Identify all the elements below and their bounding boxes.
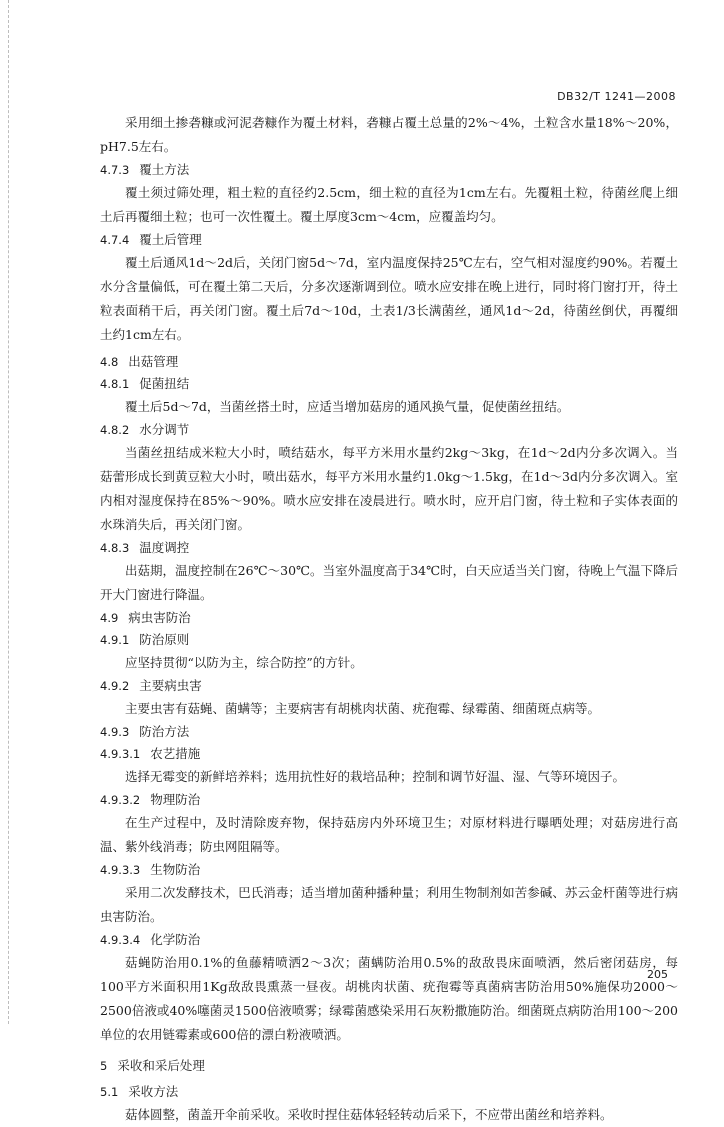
paragraph-4-8-1: 覆土后5d～7d，当菌丝搭土时，应适当增加菇房的通风换气量，促使菌丝扭结。	[125, 399, 570, 414]
heading-4-8-2	[100, 419, 678, 441]
section-title: 化学防治	[150, 932, 201, 947]
section-number: 4.9.2	[100, 679, 130, 693]
section-number: 4.9.3.2	[100, 793, 141, 807]
section-title: 采收方法	[128, 1084, 179, 1099]
section-title: 防治方法	[139, 724, 190, 739]
section-number: 4.9.3.3	[100, 863, 141, 877]
paragraph-4-8-2: 当菌丝扭结成米粒大小时，喷结菇水，每平方米用水量约2kg～3kg，在1d～2d内分多次调入。当菇蕾形成长到黄豆粒大小时，喷出菇水，每平方米用水量约1.0kg～1.5kg，在1d～3d内分多次调入。室内相对湿度保持在85%～90%。喷水应安排在凌晨进行。喷水时，应开启门窗，待土粒和子实体表面的水珠消失后，再关闭门窗。	[100, 445, 678, 532]
paragraph-4-7-3: 覆土须过筛处理，粗土粒的直径约2.5cm，细土粒的直径为1cm左右。先覆粗土粒，待菌丝爬上细土后再覆细土粒；也可一次性覆土。覆土厚度3cm～4cm，应覆盖均匀。	[100, 185, 678, 224]
section-number: 4.8.2	[100, 423, 130, 437]
paragraph-4-9-3-4: 菇蝇防治用0.1%的鱼藤精喷洒2～3次；菌螨防治用0.5%的敌敌畏床面喷洒，然后密闭菇房，每100平方米面积用1Kg敌敌畏熏蒸一昼夜。胡桃肉状菌、疣孢霉等真菌病害防治用50%施保功2000～2500倍液或40%噻菌灵1500倍液喷雾；绿霉菌感染采用石灰粉撒施防治。细菌斑点病防治用100～200单位的农用链霉素或600倍的漂白粉液喷洒。	[100, 955, 678, 1042]
section-number: 5.1	[100, 1085, 119, 1099]
paragraph-4-9-3-2: 在生产过程中，及时清除废弃物，保持菇房内外环境卫生；对原材料进行曝晒处理；对菇房进行高温、紫外线消毒；防虫网阻隔等。	[100, 815, 678, 854]
heading-4-8	[100, 351, 678, 373]
section-title: 覆土后管理	[139, 232, 202, 247]
section-number: 4.8	[100, 355, 119, 369]
paragraph-4-9-3-3: 采用二次发酵技术，巴氏消毒；适当增加菌种播种量；利用生物制剂如苦参碱、苏云金杆菌等进行病虫害防治。	[100, 885, 678, 924]
section-title: 促菌扭结	[139, 376, 190, 391]
section-title: 出菇管理	[128, 354, 179, 369]
heading-4-9-1	[100, 629, 678, 651]
heading-4-7-4	[100, 229, 678, 251]
section-number: 4.9.3.1	[100, 747, 141, 761]
heading-4-9-3-3	[100, 859, 678, 881]
standard-code-header: DB32/T 1241—2008	[557, 90, 676, 103]
heading-4-9-3-4	[100, 929, 678, 951]
heading-4-7-3	[100, 159, 678, 181]
section-title: 生物防治	[150, 862, 201, 877]
paragraph-cover-material: 采用细土掺砻糠或河泥砻糠作为覆土材料，砻糠占覆土总量的2%～4%，土粒含水量18%～20%，pH7.5左右。	[100, 115, 678, 154]
section-title: 病虫害防治	[128, 610, 191, 625]
section-title: 农艺措施	[150, 746, 201, 761]
paragraph-4-9-1: 应坚持贯彻“以防为主，综合防控”的方针。	[125, 655, 363, 670]
paragraph-4-9-2: 主要虫害有菇蝇、菌螨等；主要病害有胡桃肉状菌、疣孢霉、绿霉菌、细菌斑点病等。	[125, 701, 601, 716]
section-title: 采收和采后处理	[117, 1058, 205, 1073]
section-title: 防治原则	[139, 632, 190, 647]
section-title: 覆土方法	[139, 162, 190, 177]
heading-4-9-3-2	[100, 789, 678, 811]
heading-5	[100, 1055, 678, 1077]
section-number: 4.7.4	[100, 233, 130, 247]
section-number: 4.8.1	[100, 377, 130, 391]
binding-margin-line	[8, 0, 10, 1024]
section-title: 主要病虫害	[139, 678, 202, 693]
section-number: 4.9.3	[100, 725, 130, 739]
section-number: 4.9.3.4	[100, 933, 141, 947]
section-title: 水分调节	[139, 422, 190, 437]
section-title: 温度调控	[139, 540, 190, 555]
paragraph-4-7-4: 覆土后通风1d～2d后，关闭门窗5d～7d，室内温度保持25℃左右，空气相对湿度约90%。若覆土水分含量偏低，可在覆土第二天后，分多次逐渐调到位。喷水应安排在晚上进行，同时将门窗打开，待土粒表面稍干后，再关闭门窗。覆土后7d～10d，土表1/3长满菌丝，通风1d～2d，待菌丝倒伏，再覆细土约1cm左右。	[100, 255, 678, 342]
heading-4-9-2	[100, 675, 678, 697]
section-number: 4.7.3	[100, 163, 130, 177]
heading-4-9	[100, 607, 678, 629]
heading-4-9-3	[100, 721, 678, 743]
section-number: 5	[100, 1059, 108, 1073]
section-number: 4.8.3	[100, 541, 130, 555]
section-number: 4.9.1	[100, 633, 130, 647]
heading-5-1	[100, 1081, 678, 1103]
section-title: 物理防治	[150, 792, 201, 807]
page-number: 205	[647, 968, 668, 981]
paragraph-5-1: 菇体圆整，菌盖开伞前采收。采收时捏住菇体轻轻转动后采下，不应带出菌丝和培养料。	[125, 1107, 613, 1122]
heading-4-8-3	[100, 537, 678, 559]
paragraph-4-9-3-1: 选择无霉变的新鲜培养料；选用抗性好的栽培品种；控制和调节好温、湿、气等环境因子。	[125, 769, 626, 784]
heading-4-9-3-1	[100, 743, 678, 765]
document-body	[100, 111, 678, 1127]
heading-4-8-1	[100, 373, 678, 395]
paragraph-4-8-3: 出菇期，温度控制在26℃～30℃。当室外温度高于34℃时，白天应适当关门窗，待晚上气温下降后开大门窗进行降温。	[100, 563, 678, 602]
section-number: 4.9	[100, 611, 119, 625]
